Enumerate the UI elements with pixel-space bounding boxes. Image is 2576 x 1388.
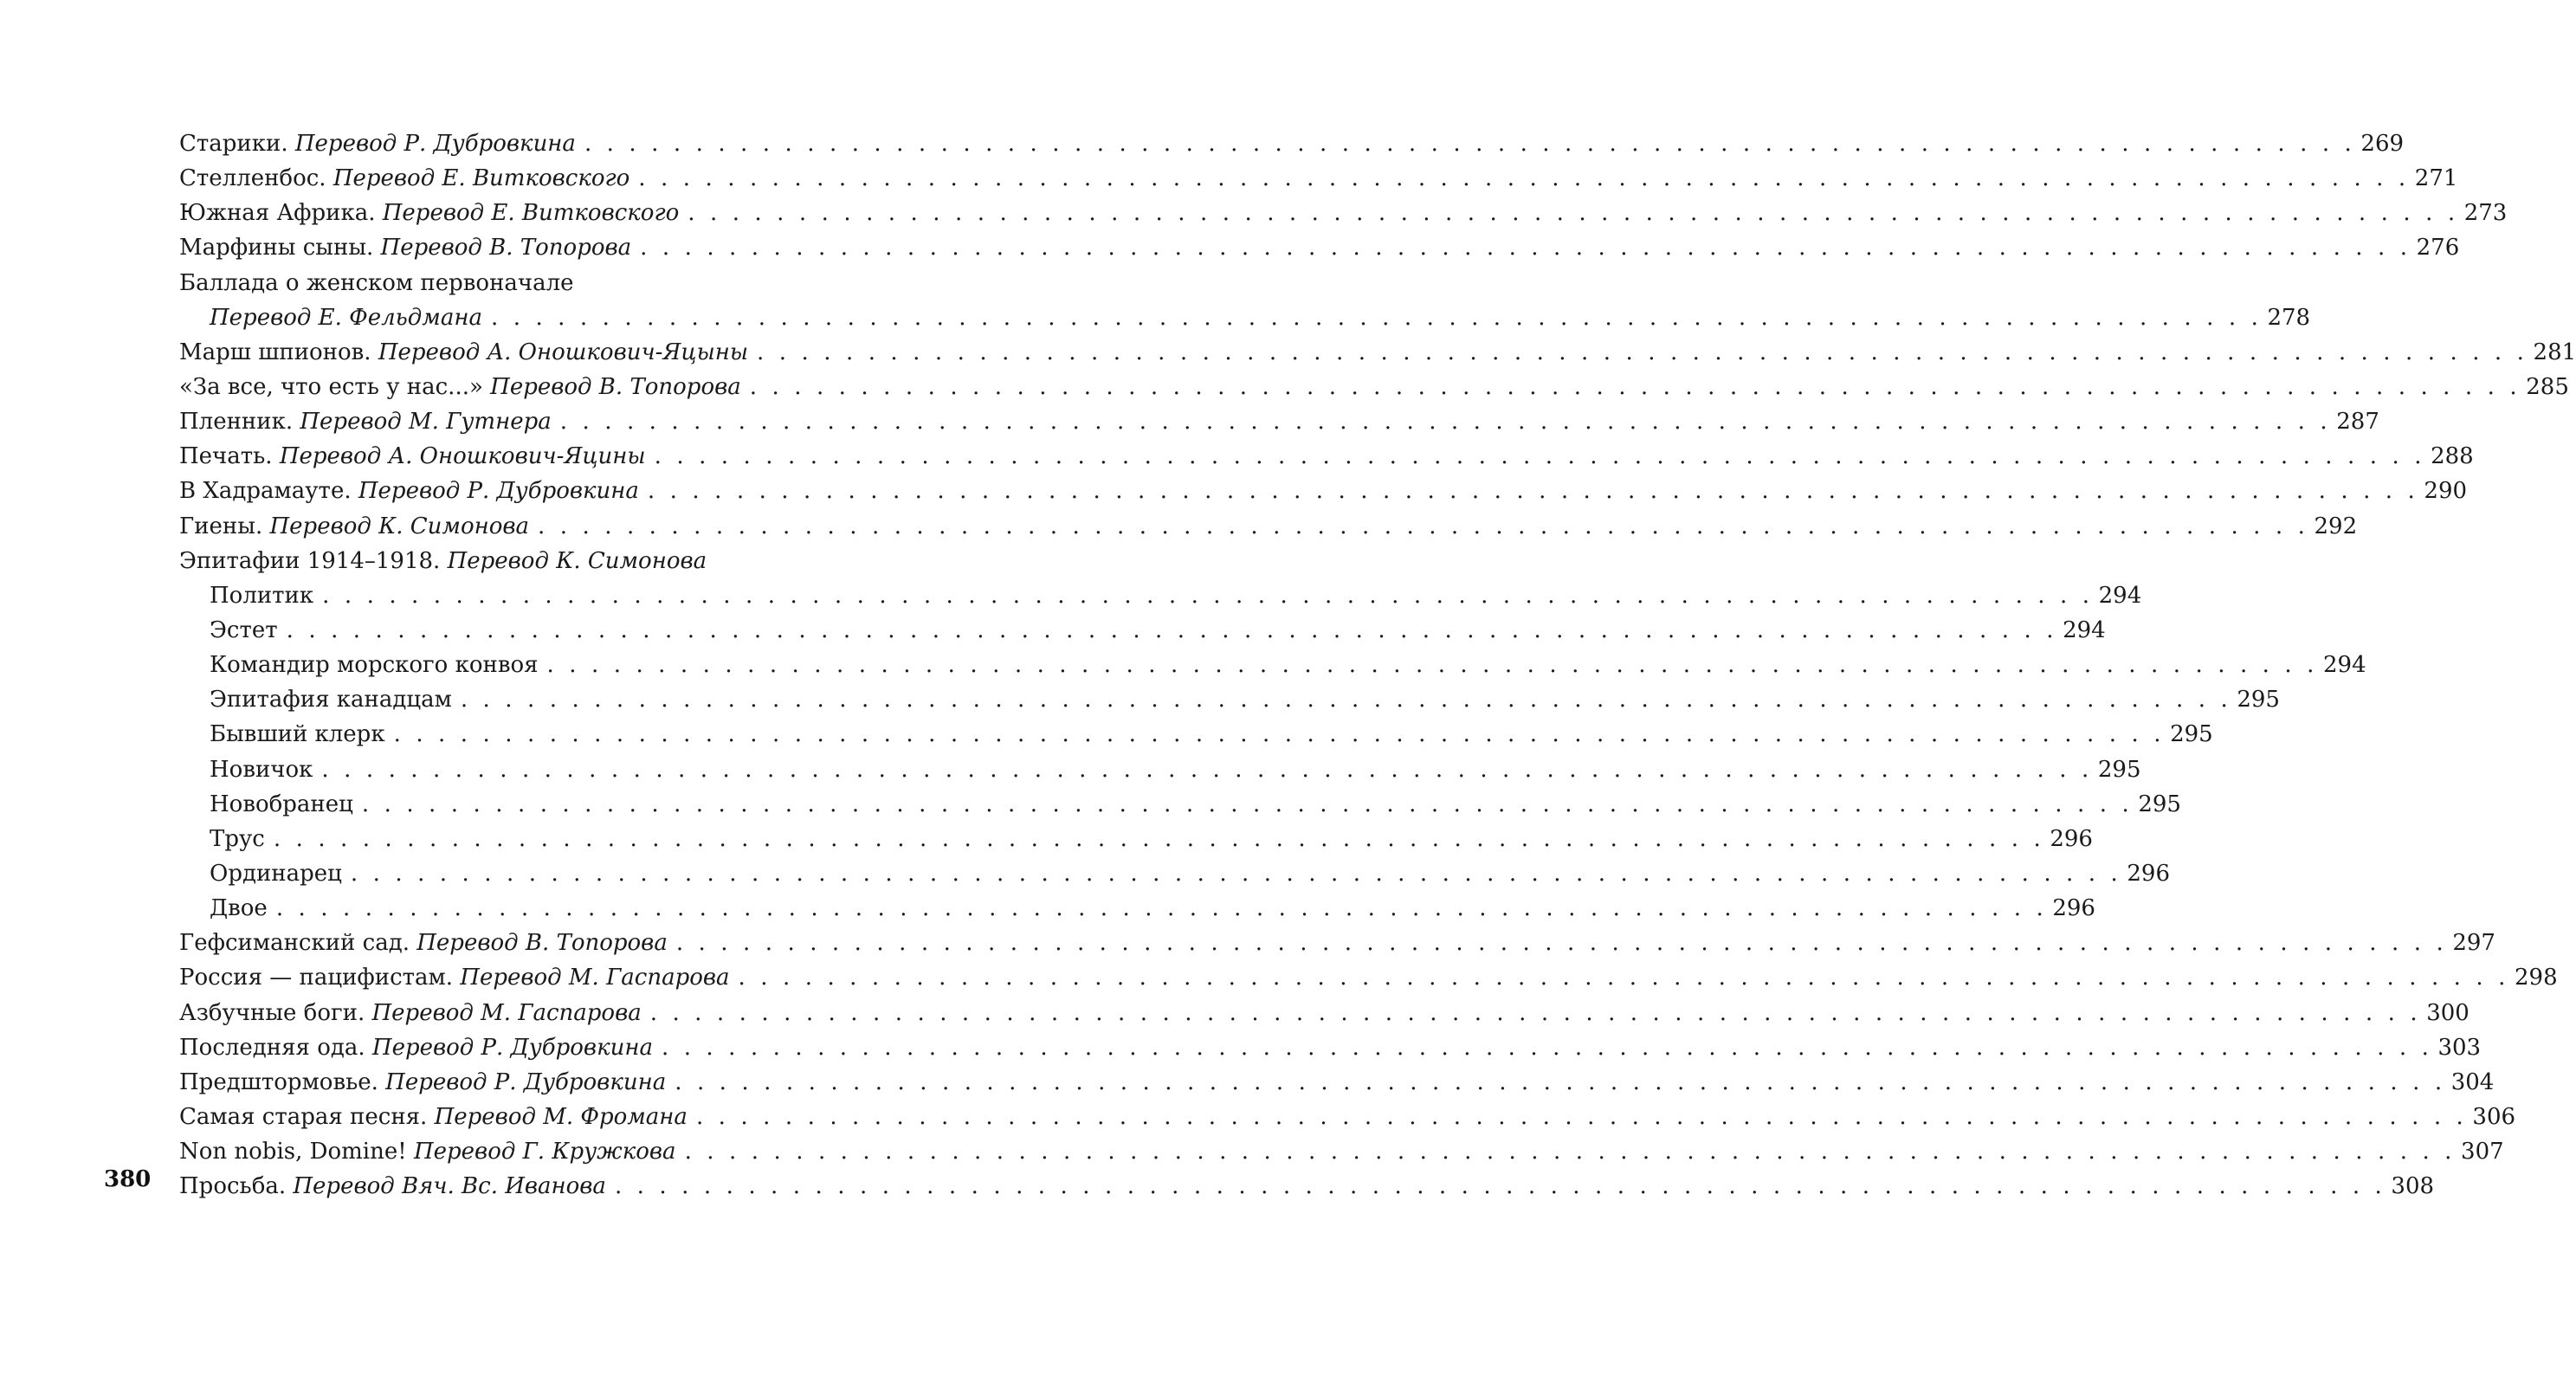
entry-page-number: 307: [2461, 1139, 2504, 1165]
poem-title: Предштормовье.: [179, 1068, 378, 1095]
entry-title: [179, 513, 529, 539]
poem-title: Пленник.: [179, 409, 294, 436]
dot-leader: . . . . . . . . . . . . . . . . . . . . . . . . . . . . . . . . . . . . . . . . . . . . . . . . . . . . . . . . . . . . . . . . . . . . . . . . . . . . . . . .: [275, 895, 2048, 922]
dot-leader: . . . . . . . . . . . . . . . . . . . . . . . . . . . . . . . . . . . . . . . . . . . . . . . . . . . . . . . . . . . . . . . . . . . . . . . . . . . . . . . .: [350, 861, 2122, 888]
entry-title: [179, 930, 668, 956]
entry-page-number: 281: [2533, 339, 2576, 365]
entry-title: [179, 339, 748, 365]
poem-title: Эпитафия канадцам: [210, 687, 452, 713]
toc-entry: [179, 509, 2358, 544]
entry-page-number: 303: [2437, 1034, 2482, 1061]
entry-title: [210, 617, 278, 643]
poem-title: Стелленбос.: [179, 165, 326, 192]
translator: Перевод В. Топорова: [380, 235, 632, 261]
entry-title: [210, 305, 482, 331]
dot-leader: . . . . . . . . . . . . . . . . . . . . . . . . . . . . . . . . . . . . . . . . . . . . . . . . . . . . . . . . . . . . . . . . . . . . . . . . . . . . . . . .: [393, 721, 2166, 748]
entry-title: [210, 687, 452, 713]
dot-leader: . . . . . . . . . . . . . . . . . . . . . . . . . . . . . . . . . . . . . . . . . . . . . . . . . . . . . . . . . . . . . . . . . . . . . . . . . . . . . . . .: [675, 930, 2448, 957]
dot-leader: . . . . . . . . . . . . . . . . . . . . . . . . . . . . . . . . . . . . . . . . . . . . . . . . . . . . . . . . . . . . . . . . . . . . . . . . . . . . . . . .: [460, 687, 2232, 713]
translator: Перевод М. Гаспарова: [460, 965, 730, 991]
entry-title: [179, 235, 631, 261]
entry-page-number: 300: [2426, 999, 2469, 1026]
toc-entry: [179, 648, 2366, 682]
translator: Перевод М. Гаспарова: [371, 999, 642, 1026]
poem-title: Эпитафии 1914–1918.: [179, 547, 441, 574]
entry-title: [179, 1000, 642, 1026]
dot-leader: . . . . . . . . . . . . . . . . . . . . . . . . . . . . . . . . . . . . . . . . . . . . . . . . . . . . . . . . . . . . . . . . . . . . . . . . . . . . . . . .: [749, 374, 2521, 401]
toc-entry: [179, 613, 2106, 648]
entry-title: [179, 1069, 666, 1095]
translator: Перевод Вяч. Вс. Иванова: [293, 1173, 606, 1200]
entry-page-number: 278: [2267, 304, 2311, 331]
entry-title: [179, 1139, 676, 1165]
translator: Перевод М. Гутнера: [300, 409, 552, 436]
toc-entry: [179, 856, 2171, 891]
entry-title: [210, 791, 353, 817]
poem-title: Новобранец: [210, 791, 353, 817]
poem-title: Самая старая песня.: [179, 1104, 428, 1130]
translator: Перевод М. Фромана: [434, 1104, 688, 1130]
dot-leader: . . . . . . . . . . . . . . . . . . . . . . . . . . . . . . . . . . . . . . . . . . . . . . . . . . . . . . . . . . . . . . . . . . . . . . . . . . . . . . . .: [614, 1173, 2386, 1200]
entry-page-number: 273: [2463, 200, 2508, 227]
poem-title: Марш шпионов.: [179, 339, 371, 365]
poem-title: Трус: [210, 825, 265, 852]
dot-leader: . . . . . . . . . . . . . . . . . . . . . . . . . . . . . . . . . . . . . . . . . . . . . . . . . . . . . . . . . . . . . . . . . . . . . . . . . . . . . . . .: [738, 965, 2510, 991]
translator: Перевод А. Оношкович-Яцины: [279, 443, 646, 470]
dot-leader: . . . . . . . . . . . . . . . . . . . . . . . . . . . . . . . . . . . . . . . . . . . . . . . . . . . . . . . . . . . . . . . . . . . . . . . . . . . . . . . .: [538, 513, 2309, 539]
toc-entry: [179, 1065, 2495, 1100]
dot-leader: . . . . . . . . . . . . . . . . . . . . . . . . . . . . . . . . . . . . . . . . . . . . . . . . . . . . . . . . . . . . . . . . . . . . . . . . . . . . . . . .: [546, 652, 2319, 679]
poem-title: Ординарец: [210, 861, 342, 888]
poem-title: Гиены.: [179, 513, 263, 539]
translator: Перевод Р. Дубровкина: [371, 1034, 653, 1061]
toc-entry: [179, 926, 2495, 960]
poem-title: Последняя ода.: [179, 1034, 365, 1061]
poem-title: Печать.: [179, 443, 273, 470]
translator: Перевод А. Оношкович-Яцыны: [378, 339, 749, 365]
entry-title: [179, 548, 707, 574]
entry-title: [210, 721, 385, 747]
translator: Перевод Г. Кружкова: [413, 1139, 676, 1165]
toc-entry: [179, 544, 823, 578]
entry-title: [210, 652, 539, 678]
entry-page-number: 295: [2237, 687, 2280, 713]
entry-page-number: 306: [2472, 1104, 2516, 1130]
toc-entry: [179, 196, 2508, 230]
entry-title: [210, 583, 313, 609]
entry-page-number: 297: [2452, 930, 2495, 957]
toc-entry: [179, 474, 2468, 508]
poem-title: Марфины сыны.: [179, 235, 374, 261]
translator: Перевод Р. Дубровкина: [294, 131, 576, 158]
toc-entry: [179, 300, 2311, 335]
toc-entry: [179, 126, 2405, 161]
dot-leader: . . . . . . . . . . . . . . . . . . . . . . . . . . . . . . . . . . . . . . . . . . . . . . . . . . . . . . . . . . . . . . . . . . . . . . . . . . . . . . . .: [559, 409, 2332, 436]
entry-page-number: 288: [2431, 443, 2474, 470]
toc-entry: [179, 404, 2379, 439]
entry-page-number: 290: [2424, 478, 2468, 505]
toc-entry: [179, 682, 2280, 717]
translator: Перевод Е. Фельдмана: [210, 304, 482, 331]
dot-leader: . . . . . . . . . . . . . . . . . . . . . . . . . . . . . . . . . . . . . . . . . . . . . . . . . . . . . . . . . . . . . . . . . . . . . . . . . . . . . . . .: [640, 235, 2411, 261]
toc-entry: [179, 161, 2458, 196]
dot-leader: . . . . . . . . . . . . . . . . . . . . . . . . . . . . . . . . . . . . . . . . . . . . . . . . . . . . . . . . . . . . . . . . . . . . . . . . . . . . . . . .: [322, 582, 2094, 609]
translator: Перевод В. Топорова: [416, 930, 668, 957]
translator: Перевод Е. Витковского: [332, 165, 630, 192]
toc-entry: [179, 752, 2141, 787]
toc-entry: [179, 439, 2474, 474]
dot-leader: . . . . . . . . . . . . . . . . . . . . . . . . . . . . . . . . . . . . . . . . . . . . . . . . . . . . . . . . . . . . . . . . . . . . . . . . . . . . . . . .: [361, 791, 2134, 817]
toc-entry: [179, 891, 2095, 926]
entry-page-number: 296: [2127, 861, 2171, 888]
toc-entry: [179, 335, 2576, 370]
translator: Перевод Е. Витковского: [382, 200, 680, 227]
poem-title: Новичок: [210, 756, 313, 783]
entry-title: [179, 1104, 688, 1130]
page-number: 380: [104, 1166, 152, 1192]
poem-title: Политик: [210, 582, 314, 609]
poem-title: Старики.: [179, 131, 288, 158]
entry-page-number: 308: [2391, 1173, 2435, 1200]
poem-title: Бывший клерк: [210, 721, 385, 748]
toc-entry: [179, 960, 2558, 995]
toc-entry: [179, 370, 2569, 404]
dot-leader: . . . . . . . . . . . . . . . . . . . . . . . . . . . . . . . . . . . . . . . . . . . . . . . . . . . . . . . . . . . . . . . . . . . . . . . . . . . . . . . .: [273, 825, 2045, 852]
dot-leader: . . . . . . . . . . . . . . . . . . . . . . . . . . . . . . . . . . . . . . . . . . . . . . . . . . . . . . . . . . . . . . . . . . . . . . . . . . . . . . . .: [584, 131, 2356, 158]
entry-page-number: 295: [2138, 791, 2181, 817]
poem-title: Просьба.: [179, 1173, 287, 1200]
entry-title: [179, 165, 629, 191]
translator: Перевод Р. Дубровкина: [385, 1068, 667, 1095]
entry-title: [210, 895, 268, 921]
dot-leader: . . . . . . . . . . . . . . . . . . . . . . . . . . . . . . . . . . . . . . . . . . . . . . . . . . . . . . . . . . . . . . . . . . . . . . . . . . . . . . . .: [654, 443, 2426, 470]
entry-page-number: 271: [2414, 165, 2458, 192]
entry-title: [179, 443, 646, 469]
entry-title: [179, 270, 574, 296]
entry-title: [210, 757, 313, 783]
entry-title: [210, 861, 342, 887]
entry-page-number: 276: [2416, 235, 2460, 261]
toc-entry: [179, 822, 2093, 856]
dot-leader: . . . . . . . . . . . . . . . . . . . . . . . . . . . . . . . . . . . . . . . . . . . . . . . . . . . . . . . . . . . . . . . . . . . . . . . . . . . . . . . .: [684, 1139, 2457, 1165]
toc-entry: [179, 1169, 2435, 1204]
entry-title: [179, 478, 639, 504]
toc-entry: [179, 996, 2469, 1030]
dot-leader: . . . . . . . . . . . . . . . . . . . . . . . . . . . . . . . . . . . . . . . . . . . . . . . . . . . . . . . . . . . . . . . . . . . . . . . . . . . . . . . .: [647, 478, 2419, 505]
poem-title: Баллада о женском первоначале: [179, 269, 574, 296]
entry-page-number: 296: [2052, 895, 2095, 922]
poem-title: Двое: [210, 895, 268, 922]
entry-page-number: 294: [2063, 617, 2106, 644]
translator: Перевод К. Симонова: [447, 547, 707, 574]
poem-title: «За все, что есть у нас...»: [179, 374, 483, 401]
toc-entry: [179, 717, 2213, 752]
toc-entry: [179, 230, 2460, 265]
entry-page-number: 269: [2360, 131, 2405, 158]
entry-page-number: 296: [2050, 825, 2093, 852]
dot-leader: . . . . . . . . . . . . . . . . . . . . . . . . . . . . . . . . . . . . . . . . . . . . . . . . . . . . . . . . . . . . . . . . . . . . . . . . . . . . . . . .: [638, 165, 2410, 192]
dot-leader: . . . . . . . . . . . . . . . . . . . . . . . . . . . . . . . . . . . . . . . . . . . . . . . . . . . . . . . . . . . . . . . . . . . . . . . . . . . . . . . .: [757, 339, 2528, 365]
entry-title: [179, 1035, 653, 1061]
entry-page-number: 294: [2323, 652, 2366, 679]
entry-page-number: 294: [2098, 582, 2142, 609]
dot-leader: . . . . . . . . . . . . . . . . . . . . . . . . . . . . . . . . . . . . . . . . . . . . . . . . . . . . . . . . . . . . . . . . . . . . . . . . . . . . . . . .: [675, 1068, 2446, 1095]
entry-page-number: 295: [2170, 721, 2213, 748]
entry-page-number: 298: [2515, 965, 2558, 991]
entry-page-number: 304: [2450, 1068, 2495, 1095]
poem-title: Гефсиманский сад.: [179, 930, 410, 957]
toc-entry: [179, 266, 823, 300]
poem-title: Командир морского конвоя: [210, 652, 539, 679]
poem-title: Россия — пацифистам.: [179, 965, 454, 991]
poem-title: Азбучные боги.: [179, 999, 365, 1026]
entry-title: [179, 409, 552, 435]
dot-leader: . . . . . . . . . . . . . . . . . . . . . . . . . . . . . . . . . . . . . . . . . . . . . . . . . . . . . . . . . . . . . . . . . . . . . . . . . . . . . . . .: [321, 756, 2093, 783]
poem-title: Non nobis, Domine!: [179, 1139, 407, 1165]
entry-page-number: 287: [2336, 409, 2379, 436]
poem-title: Южная Африка.: [179, 200, 376, 227]
toc-entry: [179, 1100, 2516, 1134]
entry-title: [179, 965, 730, 991]
dot-leader: . . . . . . . . . . . . . . . . . . . . . . . . . . . . . . . . . . . . . . . . . . . . . . . . . . . . . . . . . . . . . . . . . . . . . . . . . . . . . . . .: [688, 200, 2459, 227]
toc-entry: [179, 578, 2142, 613]
toc-entry: [179, 787, 2181, 822]
entry-title: [179, 374, 741, 400]
entry-title: [179, 200, 679, 226]
entry-title: [179, 131, 576, 157]
table-of-contents: [179, 126, 2576, 1204]
translator: Перевод В. Топорова: [490, 374, 741, 401]
entry-page-number: 292: [2314, 513, 2358, 539]
poem-title: Эстет: [210, 617, 278, 644]
entry-page-number: 285: [2526, 374, 2569, 401]
dot-leader: . . . . . . . . . . . . . . . . . . . . . . . . . . . . . . . . . . . . . . . . . . . . . . . . . . . . . . . . . . . . . . . . . . . . . . . . . . . . . . . .: [661, 1034, 2433, 1061]
entry-title: [179, 1173, 606, 1199]
dot-leader: . . . . . . . . . . . . . . . . . . . . . . . . . . . . . . . . . . . . . . . . . . . . . . . . . . . . . . . . . . . . . . . . . . . . . . . . . . . . . . . .: [286, 617, 2058, 644]
translator: Перевод Р. Дубровкина: [358, 478, 639, 505]
poem-title: В Хадрамауте.: [179, 478, 352, 505]
toc-entry: [179, 1134, 2504, 1169]
entry-page-number: 295: [2097, 756, 2141, 783]
dot-leader: . . . . . . . . . . . . . . . . . . . . . . . . . . . . . . . . . . . . . . . . . . . . . . . . . . . . . . . . . . . . . . . . . . . . . . . . . . . . . . . .: [649, 999, 2422, 1026]
dot-leader: . . . . . . . . . . . . . . . . . . . . . . . . . . . . . . . . . . . . . . . . . . . . . . . . . . . . . . . . . . . . . . . . . . . . . . . . . . . . . . . .: [695, 1104, 2468, 1130]
dot-leader: . . . . . . . . . . . . . . . . . . . . . . . . . . . . . . . . . . . . . . . . . . . . . . . . . . . . . . . . . . . . . . . . . . . . . . . . . . . . . . . .: [490, 304, 2263, 331]
entry-title: [210, 826, 265, 852]
translator: Перевод К. Симонова: [269, 513, 530, 539]
toc-entry: [179, 1030, 2482, 1065]
